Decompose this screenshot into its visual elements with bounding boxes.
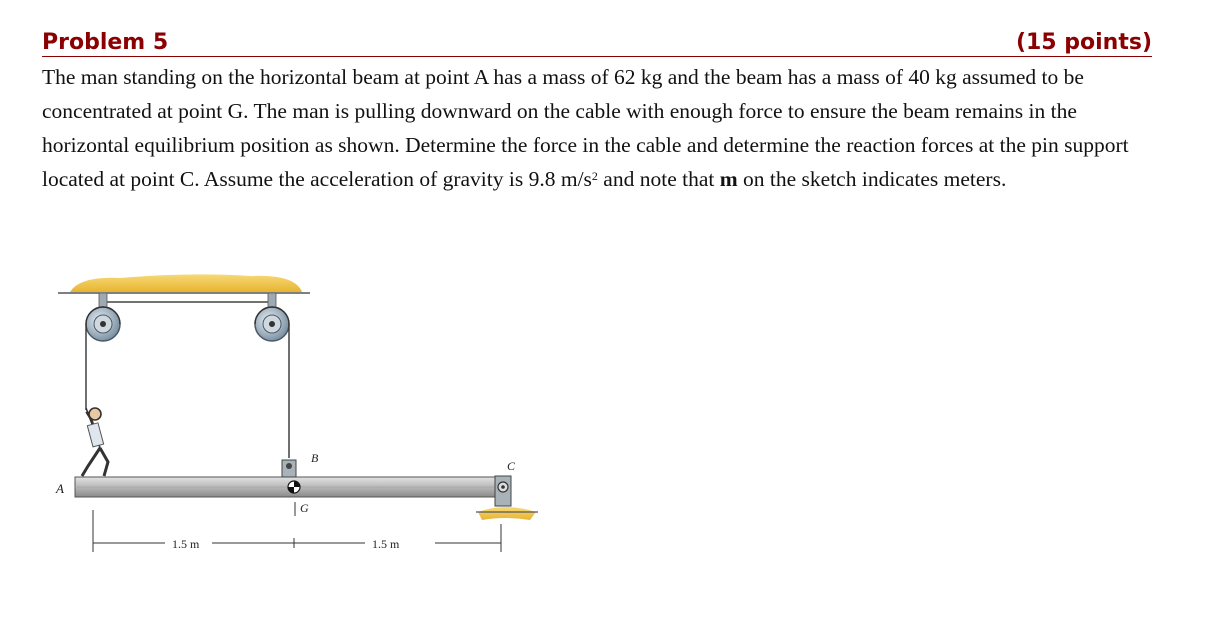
statement-superscript: 2	[591, 169, 598, 183]
statement-text-1: The man standing on the horizontal beam at point A has a mass of 62 kg and the beam has a mass of 40 kg assumed to be concentrated at point G. The man is pulling downward on the cable with enough force to ensure the beam remains in the horizontal equilibrium position as shown. Determine the force in the cable and determine the reaction forces at the pin support located at point C. Assume the acceleration of gravity is 9.8 m/s	[42, 65, 1129, 191]
man-figure	[82, 408, 108, 476]
center-of-gravity-symbol	[288, 481, 300, 493]
label-a: A	[56, 481, 64, 496]
dimension-right: 1.5 m	[372, 537, 400, 551]
statement-text-3: on the sketch indicates meters.	[737, 167, 1007, 191]
dimension-left: 1.5 m	[172, 537, 200, 551]
statement-text-2: and note that	[597, 167, 720, 191]
statement-bold-m: m	[719, 167, 738, 191]
problem-statement	[42, 60, 1162, 196]
beam-diagram	[0, 262, 560, 562]
pulley-bracket-rods	[99, 293, 276, 323]
dimension-lines	[93, 510, 501, 552]
beam-figure	[0, 262, 560, 562]
problem-points: (15 points)	[1015, 30, 1152, 55]
ceiling-support	[58, 274, 310, 293]
label-g: G	[300, 501, 309, 515]
bracket-b	[282, 460, 296, 477]
problem-header	[42, 28, 1152, 57]
label-c: C	[507, 459, 516, 473]
label-b: B	[311, 451, 319, 465]
problem-title: Problem 5	[42, 30, 169, 55]
